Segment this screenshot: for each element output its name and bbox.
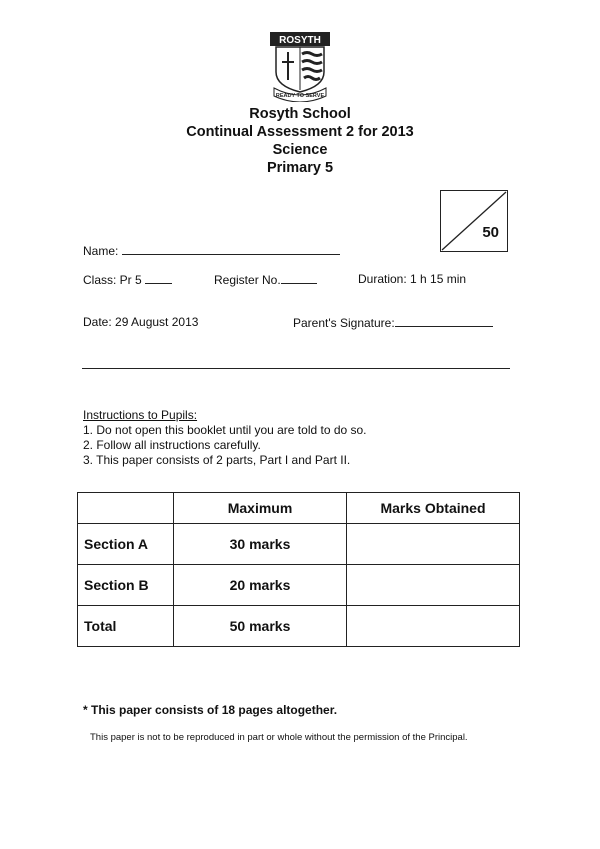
section-label: Total (78, 606, 174, 647)
score-box-diagonal (441, 191, 507, 251)
date-text: Date: 29 August 2013 (83, 315, 199, 329)
crest-motto-text: READY TO SERVE (275, 93, 325, 99)
section-label: Section A (78, 524, 174, 565)
table-row (78, 606, 520, 647)
assessment-title: Continual Assessment 2 for 2013 (186, 124, 414, 140)
crest-banner-text: ROSYTH (279, 35, 321, 46)
register-blank[interactable] (281, 272, 317, 284)
instruction-item: 1. Do not open this booklet until you are told to do so. (83, 423, 367, 437)
signature-label: Parent's Signature: (293, 316, 395, 330)
section-label: Section B (78, 565, 174, 606)
instruction-item: 2. Follow all instructions carefully. (83, 438, 261, 452)
name-field[interactable] (83, 243, 340, 258)
name-blank[interactable] (122, 243, 340, 255)
table-row (78, 524, 520, 565)
school-crest-logo (268, 30, 332, 102)
register-label: Register No. (214, 273, 281, 287)
marks-obtained-cell[interactable] (347, 565, 520, 606)
table-header-section (78, 493, 174, 524)
table-header-maximum: Maximum (174, 493, 347, 524)
instructions-block (83, 408, 367, 468)
signature-field[interactable] (293, 315, 493, 330)
maximum-marks: 50 marks (174, 606, 347, 647)
class-blank[interactable] (145, 272, 172, 284)
signature-blank[interactable] (395, 315, 493, 327)
subject-title: Science (272, 142, 328, 158)
table-header-row (78, 493, 520, 524)
name-label: Name: (83, 244, 119, 258)
marks-obtained-cell[interactable] (347, 606, 520, 647)
table-row (78, 565, 520, 606)
class-label: Class: Pr 5 (83, 273, 142, 287)
duration-text: Duration: 1 h 15 min (358, 272, 467, 286)
class-field[interactable] (83, 272, 172, 287)
score-total-value: 50 (482, 224, 499, 241)
disclaimer-text: This paper is not to be reproduced in part or whole without the permission of the Principal. (90, 732, 468, 743)
marks-table (77, 492, 520, 647)
maximum-marks: 30 marks (174, 524, 347, 565)
divider-line (82, 368, 510, 369)
instructions-title: Instructions to Pupils: (83, 408, 198, 422)
level-title: Primary 5 (266, 160, 334, 176)
total-score-box (440, 190, 508, 252)
marks-obtained-cell[interactable] (347, 524, 520, 565)
pages-note: * This paper consists of 18 pages altogether. (83, 703, 338, 717)
table-header-obtained: Marks Obtained (347, 493, 520, 524)
school-name: Rosyth School (249, 106, 351, 122)
maximum-marks: 20 marks (174, 565, 347, 606)
instruction-item: 3. This paper consists of 2 parts, Part I and Part II. (83, 453, 351, 467)
register-field[interactable] (214, 272, 317, 287)
